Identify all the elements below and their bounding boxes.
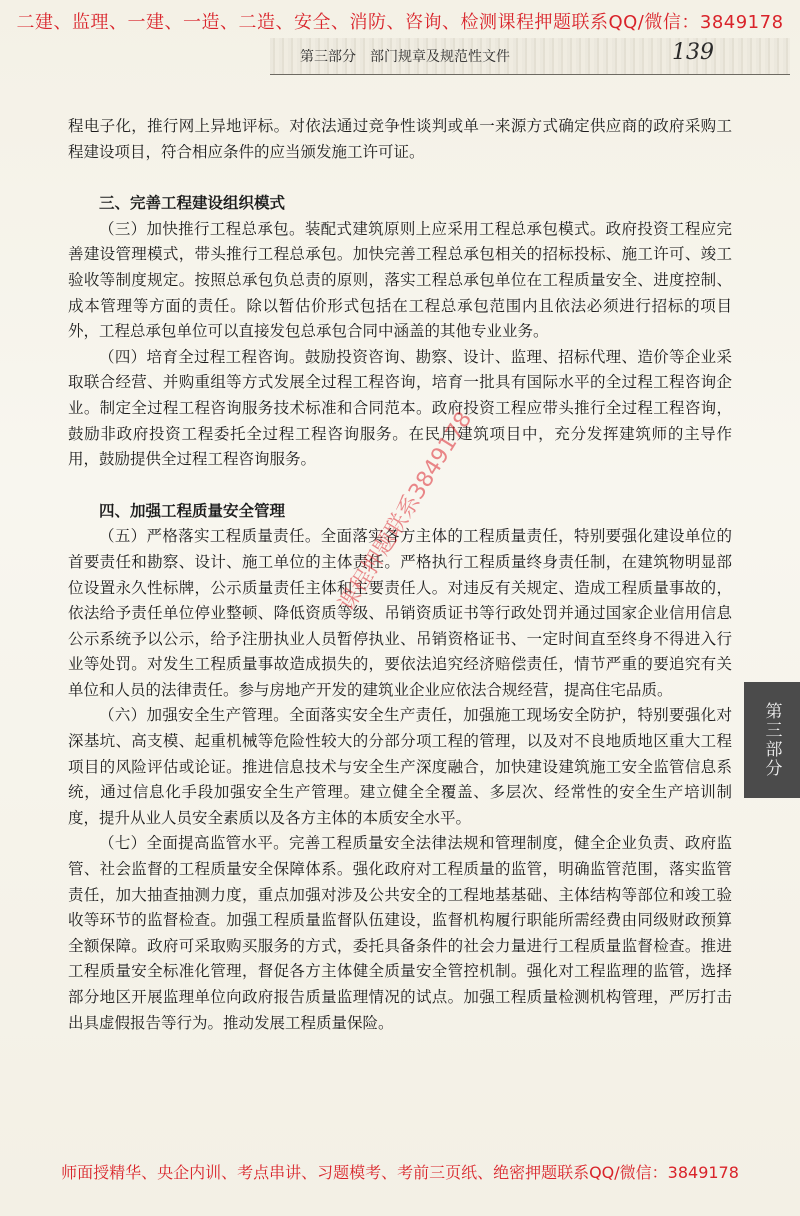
- section-heading-3: 三、完善工程建设组织模式: [99, 194, 286, 213]
- promo-banner-bottom: 师面授精华、央企内训、考点串讲、习题模考、考前三页纸、绝密押题联系QQ/微信：3849178: [61, 1163, 739, 1182]
- paragraph-item-5: （五）严格落实工程质量责任。全面落实各方主体的工程质量责任，特别要强化建设单位的首要责任和勘察、设计、施工单位的主体责任。严格执行工程质量终身责任制，在建筑物明显部位设置永久性标牌，公示质量责任主体和主要责任人。对违反有关规定、造成工程质量事故的，依法给予责任单位停业整顿、降低资质等级、吊销资质证书等行政处罚并通过国家企业信用信息公示系统予以公示，给予注册执业人员暂停执业、吊销资格证书、一定时间直至终身不得进入行业等处罚。对发生工程质量事故造成损失的，要依法追究经济赔偿责任，情节严重的要追究有关单位和人员的法律责任。参与房地产开发的建筑业企业应依法合规经营，提高住宅品质。: [68, 527, 732, 699]
- paragraph-item-4: （四）培育全过程工程咨询。鼓励投资咨询、勘察、设计、监理、招标代理、造价等企业采取联合经营、并购重组等方式发展全过程工程咨询，培育一批具有国际水平的全过程工程咨询企业。制定全过程工程咨询服务技术标准和合同范本。政府投资工程应带头推行全过程工程咨询，鼓励非政府投资工程委托全过程工程咨询服务。在民用建筑项目中，充分发挥建筑师的主导作用，鼓励提供全过程工程咨询服务。: [68, 347, 732, 469]
- paragraph-item-3: （三）加快推行工程总承包。装配式建筑原则上应采用工程总承包模式。政府投资工程应完善建设管理模式，带头推行工程总承包。加快完善工程总承包相关的招标投标、施工许可、竣工验收等制度规定。按照总承包负总责的原则，落实工程总承包单位在工程质量安全、进度控制、成本管理等方面的责任。除以暂估价形式包括在工程总承包范围内且依法必须进行招标的项目外，工程总承包单位可以直接发包总承包合同中涵盖的其他专业业务。: [68, 219, 732, 341]
- paragraph-item-6: （六）加强安全生产管理。全面落实安全生产责任，加强施工现场安全防护，特别要强化对深基坑、高支模、起重机械等危险性较大的分部分项工程的管理，以及对不良地质地区重大工程项目的风险评估或论证。推进信息技术与安全生产深度融合，加快建设建筑施工安全监管信息系统，通过信息化手段加强安全生产管理。建立健全全覆盖、多层次、经常性的安全生产培训制度，提升从业人员安全素质以及各方主体的本质安全水平。: [68, 706, 732, 827]
- paragraph-item-7: （七）全面提高监管水平。完善工程质量安全法律法规和管理制度，健全企业负责、政府监管、社会监督的工程质量安全保障体系。强化政府对工程质量的监管，明确监管范围，落实监管责任，加大抽查抽测力度，重点加强对涉及公共安全的工程地基基础、主体结构等部位和竣工验收等环节的监督检查。加强工程质量监督队伍建设，监督机构履行职能所需经费由同级财政预算全额保障。政府可采取购买服务的方式，委托具备条件的社会力量进行工程质量监督检查。推进工程质量安全标准化管理，督促各方主体健全质量安全管控机制。强化对工程监理的监管，选择部分地区开展监理单位向政府报告质量监理情况的试点。加强工程质量检测机构管理，严厉打击出具虚假报告等行为。推动发展工程质量保险。: [68, 834, 732, 1032]
- running-head: 第三部分 部门规章及规范性文件: [300, 49, 510, 65]
- promo-banner-top: 二建、监理、一建、一造、二造、安全、消防、咨询、检测课程押题联系QQ/微信：3849178: [16, 12, 784, 33]
- section-heading-4: 四、加强工程质量安全管理: [99, 501, 286, 520]
- section-side-tab: 第三部分: [744, 682, 800, 798]
- watermark: 课程押题联系3849178: [334, 407, 478, 616]
- page-number: 139: [672, 40, 714, 65]
- paragraph-continuation: 程电子化，推行网上异地评标。对依法通过竞争性谈判或单一来源方式确定供应商的政府采购工程建设项目，符合相应条件的应当颁发施工许可证。: [68, 117, 732, 161]
- body-text: [68, 114, 732, 1036]
- header-rule: [270, 74, 790, 75]
